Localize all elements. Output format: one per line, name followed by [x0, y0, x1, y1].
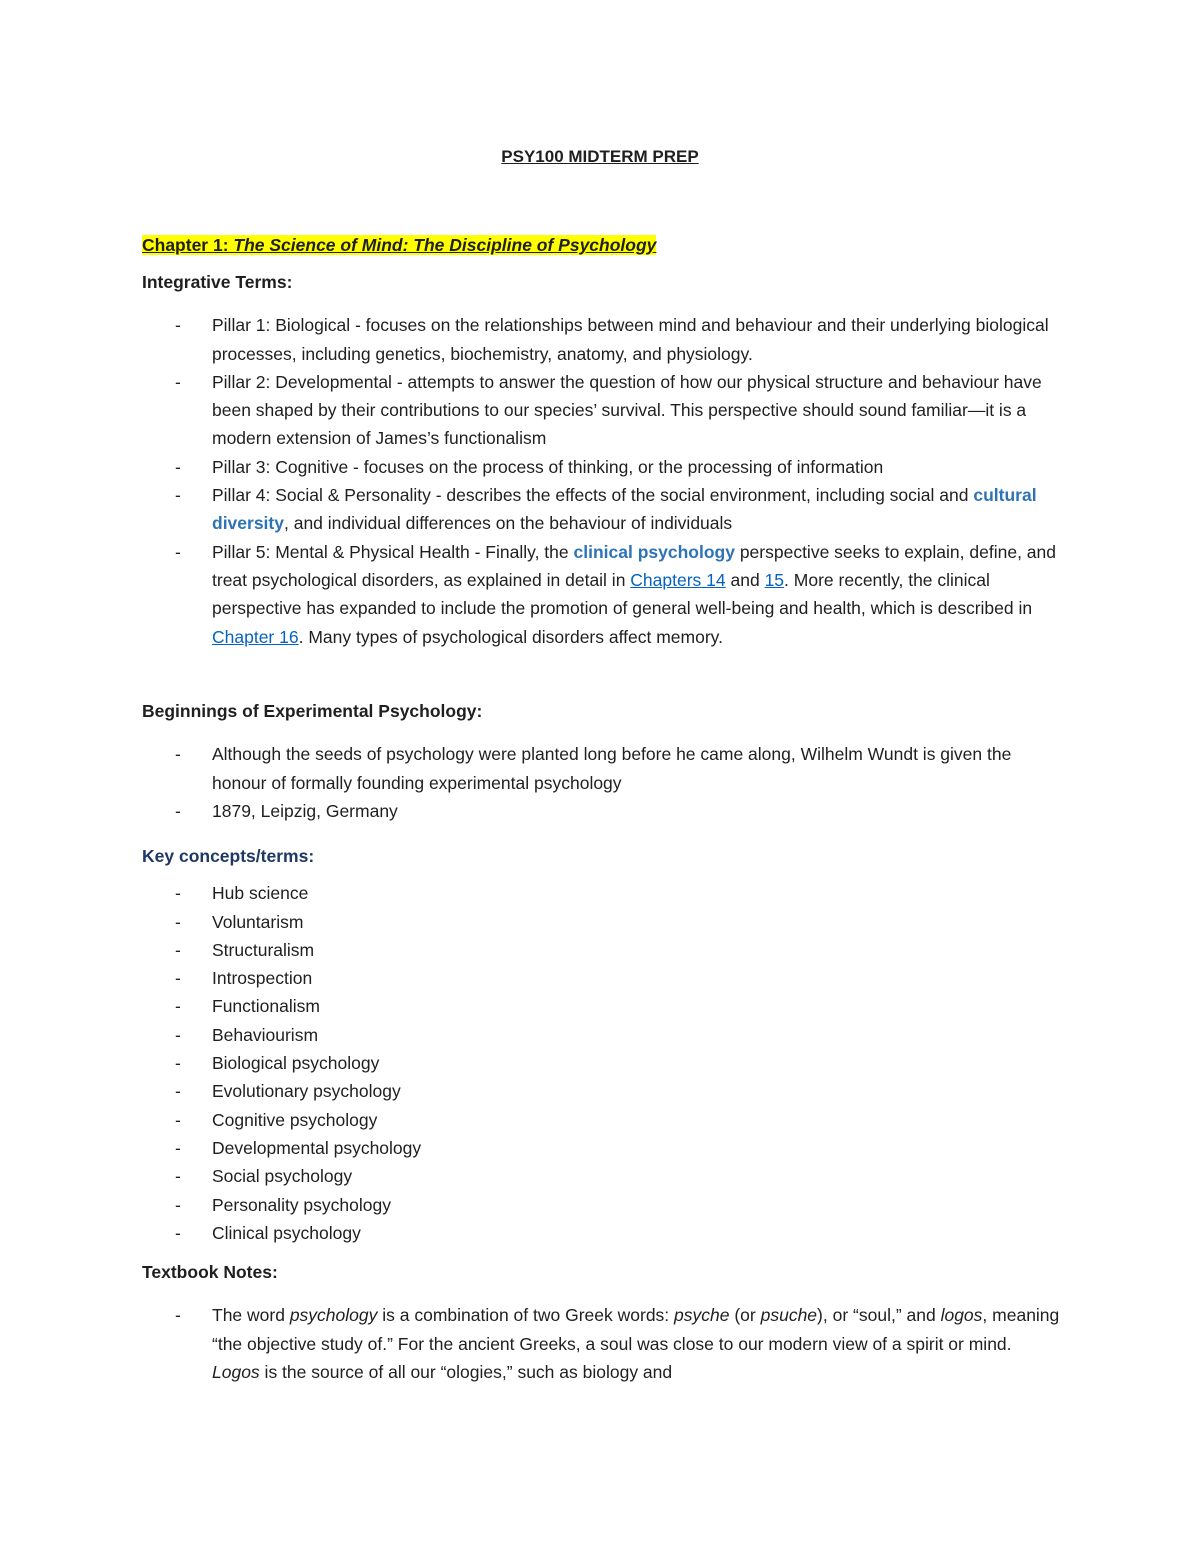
list-item-text: 1879, Leipzig, Germany — [212, 800, 398, 821]
list-item-text: Evolutionary psychology — [212, 1081, 401, 1102]
pillar-text: - describes the effects of the social environment, including social and — [430, 485, 974, 506]
textbook-section — [142, 1258, 1062, 1386]
note-italic: psychology — [289, 1305, 378, 1326]
dash-bullet: - — [175, 939, 181, 960]
list-item — [142, 481, 1062, 538]
page-title: PSY100 MIDTERM PREP — [501, 147, 699, 166]
list-item — [142, 740, 1062, 797]
keyword: cultural diversity — [212, 485, 1037, 534]
note-text: is a combination of two Greek words: — [377, 1305, 675, 1326]
dash-bullet: - — [175, 1305, 181, 1326]
chapter-heading — [142, 231, 1062, 259]
list-item — [142, 992, 1062, 1020]
key-concepts-list — [142, 879, 1062, 1247]
note-text: ), or “soul,” and — [817, 1305, 941, 1326]
textbook-list — [142, 1301, 1062, 1386]
list-item — [142, 964, 1062, 992]
dash-bullet: - — [175, 1222, 181, 1243]
list-item-text: Social psychology — [212, 1166, 353, 1187]
chapter-prefix: Chapter 1: — [142, 235, 234, 255]
dash-bullet: - — [175, 744, 181, 765]
list-item — [142, 879, 1062, 907]
dash-bullet: - — [175, 1053, 181, 1074]
chapter-16-link[interactable]: Chapter 16 — [212, 626, 299, 647]
chapter-highlight — [142, 235, 656, 255]
dash-bullet: - — [175, 541, 181, 562]
list-item — [142, 1191, 1062, 1219]
list-item — [142, 368, 1062, 453]
pillar-list — [142, 311, 1062, 651]
note-text: The word — [212, 1305, 290, 1326]
list-item — [142, 797, 1062, 825]
note-text: is the source of all our “ologies,” such as biology and — [259, 1361, 673, 1382]
pillar-text: - Finally, the — [469, 541, 574, 562]
integrative-heading: Integrative Terms: — [142, 272, 293, 292]
beginnings-list — [142, 740, 1062, 825]
pillar-name: Pillar 1: Biological — [212, 315, 351, 336]
pillar-text: . More recently, the clinical perspective has expanded to include the promotion of general well-being and health, which is described in — [212, 569, 1033, 619]
dash-bullet: - — [175, 996, 181, 1017]
list-item-text: Clinical psychology — [212, 1222, 361, 1243]
list-item — [142, 1301, 1062, 1386]
dash-bullet: - — [175, 1024, 181, 1045]
list-item — [142, 538, 1062, 651]
list-item — [142, 1021, 1062, 1049]
dash-bullet: - — [175, 1137, 181, 1158]
list-item-text: Voluntarism — [212, 911, 304, 932]
pillar-text: - attempts to answer the question of how our physical structure and behaviour have been shaped by their contributions to our species’ survival. This perspective should sound familiar—it is a modern extension of James’s functionalism — [212, 371, 1042, 449]
list-item-text: Structuralism — [212, 939, 315, 960]
pillar-text: and — [725, 569, 765, 590]
note-italic: psuche — [760, 1305, 818, 1326]
note-italic: Logos — [212, 1361, 260, 1382]
dash-bullet: - — [175, 1081, 181, 1102]
note-text: (or — [729, 1305, 761, 1326]
list-item-text: Developmental psychology — [212, 1137, 422, 1158]
pillar-name: Pillar 3: Cognitive — [212, 456, 349, 477]
key-concepts-section — [142, 842, 1062, 1247]
chapters-14-link[interactable]: Chapters 14 — [630, 569, 726, 590]
list-item — [142, 311, 1062, 368]
pillar-text: . Many types of psychological disorders affect memory. — [298, 626, 723, 647]
dash-bullet: - — [175, 800, 181, 821]
pillar-text: perspective seeks to explain, define, and treat psychological disorders, as explained in detail in — [212, 541, 1056, 590]
list-item — [142, 1049, 1062, 1077]
key-concepts-heading: Key concepts/terms: — [142, 846, 315, 866]
list-item — [142, 1077, 1062, 1105]
dash-bullet: - — [175, 1109, 181, 1130]
dash-bullet: - — [175, 315, 181, 336]
list-item-text: Introspection — [212, 968, 313, 989]
dash-bullet: - — [175, 1166, 181, 1187]
dash-bullet: - — [175, 485, 181, 506]
dash-bullet: - — [175, 456, 181, 477]
list-item — [142, 936, 1062, 964]
list-item — [142, 1134, 1062, 1162]
chapter-name: The Science of Mind: The Discipline of Psychology — [233, 235, 657, 255]
list-item — [142, 1162, 1062, 1190]
pillar-name: Pillar 4: Social & Personality — [212, 485, 431, 506]
list-item-text: Functionalism — [212, 996, 320, 1017]
dash-bullet: - — [175, 883, 181, 904]
list-item-text: Although the seeds of psychology were planted long before he came along, Wilhelm Wundt is given the honour of formally founding experimental psychology — [212, 744, 1012, 793]
note-italic: psyche — [674, 1305, 730, 1326]
pillar-text: , and individual differences on the behaviour of individuals — [283, 513, 733, 534]
list-item — [142, 908, 1062, 936]
list-item — [142, 1106, 1062, 1134]
note-italic: logos — [940, 1305, 983, 1326]
list-item-text: Cognitive psychology — [212, 1109, 378, 1130]
integrative-section — [142, 268, 1062, 651]
list-item-text: Personality psychology — [212, 1194, 391, 1215]
chapter-15-link[interactable]: 15 — [764, 569, 785, 590]
dash-bullet: - — [175, 911, 181, 932]
keyword: clinical psychology — [573, 541, 735, 562]
list-item-text: Behaviourism — [212, 1024, 319, 1045]
textbook-heading: Textbook Notes: — [142, 1262, 278, 1282]
list-item — [142, 1219, 1062, 1247]
note-text: , meaning “the objective study of.” For the ancient Greeks, a soul was close to our modern view of a spirit or mind. — [212, 1305, 1060, 1354]
dash-bullet: - — [175, 371, 181, 392]
dash-bullet: - — [175, 968, 181, 989]
pillar-text: - focuses on the process of thinking, or the processing of information — [348, 456, 884, 477]
beginnings-heading: Beginnings of Experimental Psychology: — [142, 701, 483, 721]
list-item-text: Hub science — [212, 883, 309, 904]
list-item-text: Biological psychology — [212, 1053, 380, 1074]
pillar-text: - focuses on the relationships between mind and behaviour and their underlying biological processes, including genetics, biochemistry, anatomy, and physiology. — [212, 315, 1049, 364]
dash-bullet: - — [175, 1194, 181, 1215]
list-item — [142, 453, 1062, 481]
pillar-name: Pillar 5: Mental & Physical Health — [212, 541, 470, 562]
pillar-name: Pillar 2: Developmental — [212, 371, 392, 392]
beginnings-section — [142, 697, 1062, 825]
